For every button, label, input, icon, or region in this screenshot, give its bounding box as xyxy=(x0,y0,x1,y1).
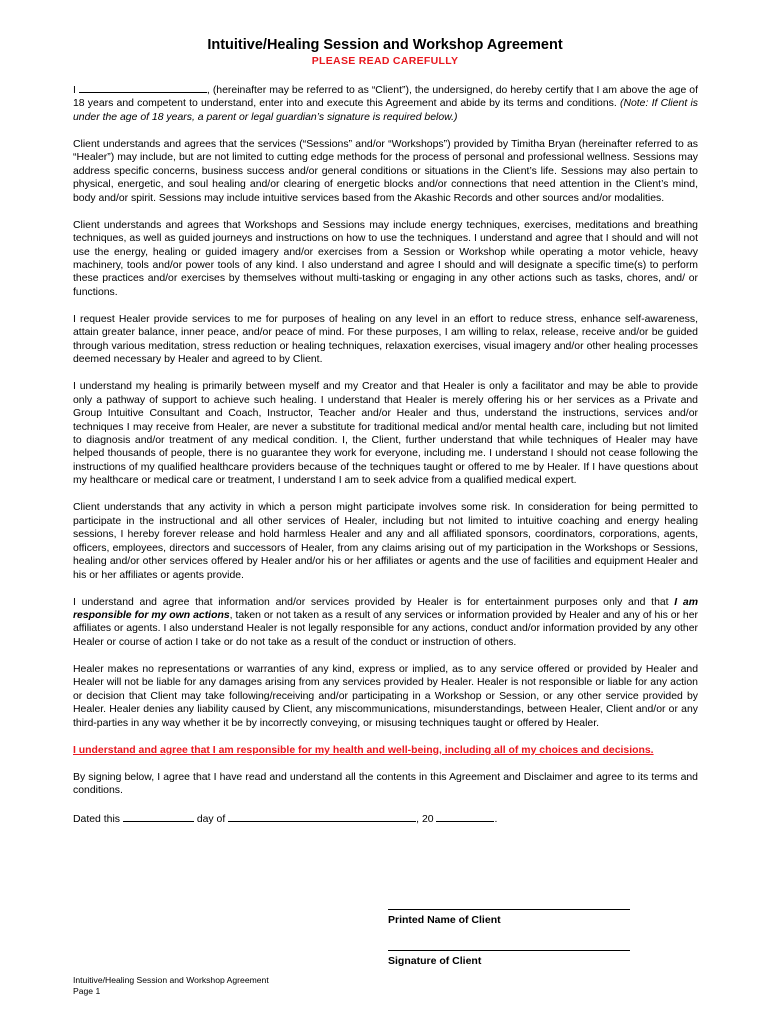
warranty-paragraph: Healer makes no representations or warranties of any kind, express or implied, as to any service offered or provided by Healer and Healer will not be liable for any damages arising from any services provided by Healer. Healer is not responsible or liable for any action or decision that Client may take following/receiving and/or participating in a Workshop or Session, or any other service provided by Healer. Healer denies any liability caused by Client, any miscommunications, misunderstandings, between Healer, Client and/or or any third-parties in any way whether it be by incorrectly conveying, or misusing techniques taught or offered by Healer. xyxy=(73,663,698,729)
month-blank[interactable] xyxy=(228,811,416,822)
signature-label: Signature of Client xyxy=(388,955,482,967)
printed-name-line[interactable] xyxy=(388,909,630,910)
signing-statement: By signing below, I agree that I have read and understand all the contents in this Agreement and Disclaimer and agree to its terms and conditions. xyxy=(73,771,698,796)
printed-name-block xyxy=(388,909,630,926)
footer-doc-title: Intuitive/Healing Session and Workshop Agreement xyxy=(73,975,269,985)
year-prefix: , 20 xyxy=(416,813,434,825)
intro-text: , (hereinafter may be referred to as “Client”), the undersigned, do hereby certify that I am above the age of 18 years and competent to understand, enter into and execute this Agreement and abide by its terms and conditions. xyxy=(73,85,698,110)
responsibility-before: I understand and agree that information and/or services provided by Healer is for entertainment purposes only and that xyxy=(73,596,675,608)
guardian-note: (Note: If Client is under the age of 18 years, a parent or legal guardian’s signature is required below.) xyxy=(73,98,698,123)
page-footer xyxy=(73,975,269,997)
acknowledgement-statement: I understand and agree that I am responsible for my health and well-being, including all of my choices and decisions. xyxy=(73,744,654,756)
client-name-blank[interactable] xyxy=(79,82,207,93)
dated-line xyxy=(73,811,698,826)
dated-end: . xyxy=(494,813,498,825)
footer-page-number: Page 1 xyxy=(73,986,101,996)
techniques-paragraph: Client understands and agrees that Workshops and Sessions may include energy techniques, exercises, meditations and breathing techniques, as well as guided journeys and instructions on how to use the techniques. I understand and agree that I should and will not use the energy, healing or guided imagery and/or exercises from a Session or Workshop while operating a motor vehicle, heavy machinery, tools and/or power tools of any kind. I also understand and agree I should and will designate a specific time(s) to perform these practices and/or exercises by themselves without multi-tasking or engaging in any other actions such as tasks, chores, and/ or functions. xyxy=(73,219,698,298)
signature-block xyxy=(388,950,630,967)
signature-line[interactable] xyxy=(388,950,630,951)
document-title: Intuitive/Healing Session and Workshop Agreement xyxy=(207,37,563,53)
responsibility-after: , taken or not taken as a result of any services or information provided by Healer and any of his or her affiliates or agents. I also understand Healer is not legally responsible for any actions, conduct and/or information provided by any other Healer or course of action I take or do not take as a result of the conduct or instruction of others. xyxy=(73,609,699,648)
printed-name-label: Printed Name of Client xyxy=(388,914,501,926)
responsibility-emphasis: I am responsible for my own actions xyxy=(73,596,698,621)
dated-label: Dated this xyxy=(73,813,120,825)
release-paragraph: Client understands that any activity in which a person might participate involves some risk. In consideration for being permitted to participate in the instructional and all other services of Healer, including but not limited to intuitive coaching and energy healing sessions, I hereby forever release and hold harmless Healer and any and all affiliated sponsors, coordinators, corporations, agents, officers, employees, directors and successors of Healer, from any claims arising out of my participation in the Workshops or Sessions, healing and/or other services offered by Healer and/or his or her affiliates or agents and the use of facilities and equipment Healer and his or her affiliates or agents provide. xyxy=(73,502,698,581)
services-paragraph: Client understands and agrees that the services (“Sessions” and/or “Workshops”) provided by Timitha Bryan (hereinafter referred to as “Healer”) may include, but are not limited to cutting edge methods for the process of personal and professional wellness. Sessions may address specific concerns, business success and/or general conditions or situations in the Client’s life. Sessions may also pertain to physical, energetic, and soul healing and/or clearing of energetic blocks and/or connections that need attention in the Client’s mind, body and/or spirit. Sessions may include intuitive services based from the Akashic Records and other sources and/or modalities. xyxy=(73,138,698,204)
intro-paragraph xyxy=(73,82,698,124)
agreement-body xyxy=(73,82,698,826)
read-carefully-notice: PLEASE READ CAREFULLY xyxy=(311,55,459,67)
year-blank[interactable] xyxy=(436,811,494,822)
day-blank[interactable] xyxy=(123,811,194,822)
healing-request-paragraph: I request Healer provide services to me for purposes of healing on any level in an effort to reduce stress, enhance self-awareness, attain greater balance, inner peace, and/or peace of mind. For these purposes, I am willing to relax, release, receive and/or be guided through various meditation, stress reduction or healing techniques, relaxation exercises, visual imagery and/or other healing processes deemed necessary by Healer and agreed to by Client. xyxy=(73,313,698,366)
intro-prefix: I xyxy=(73,85,76,96)
day-of-label: day of xyxy=(196,813,226,825)
facilitator-paragraph: I understand my healing is primarily between myself and my Creator and that Healer is only a facilitator and may be able to provide only a pathway of support to achieve such healing. I understand that Healer is merely offering his or her services as a Private and Group Intuitive Consultant and Coach, Instructor, Teacher and/or Healer and thus, understand the instructions, services and/or techniques I may receive from Healer, are never a substitute for traditional medical and/or mental health care, including but not limited to diagnosis and/or treatment of any medical condition. I, the Client, further understand that while techniques of Healer may have helped thousands of people, there is no guarantee they work for everyone, including me. I understand I should not cease following the instructions of my qualified healthcare providers because of the techniques taught or offered to me by Healer. If I have questions about my healthcare or medical care or treatment, I understand I am to seek advice from a qualified medical expert. xyxy=(73,381,698,487)
responsibility-paragraph xyxy=(73,596,698,650)
